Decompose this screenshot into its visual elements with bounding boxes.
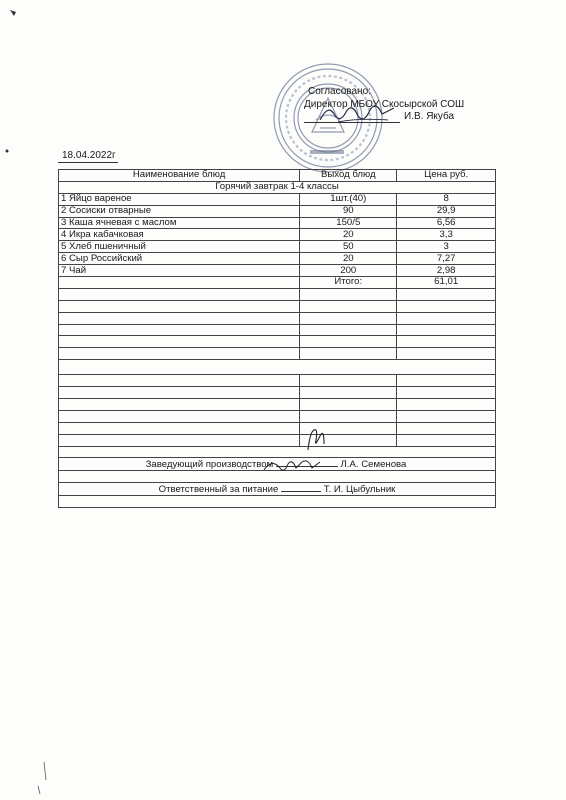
table-row — [59, 217, 496, 229]
dish-price: 6,56 — [397, 217, 496, 229]
table-row — [59, 193, 496, 205]
table-header-row — [59, 170, 496, 182]
header-dish: Наименование блюд — [59, 170, 300, 182]
production-name: Л.А. Семенова — [340, 459, 407, 471]
approval-signer: И.В. Якуба — [404, 111, 455, 122]
dish-name: 7 Чай — [59, 265, 300, 277]
dish-yield: 1шт.(40) — [300, 193, 397, 205]
empty-row — [59, 300, 496, 312]
empty-row — [59, 288, 496, 300]
header-price: Цена руб. — [397, 170, 496, 182]
total-row — [59, 277, 496, 289]
dish-yield: 90 — [300, 205, 397, 217]
nutrition-name: Т. И. Цыбульник — [323, 484, 396, 496]
empty-row — [59, 434, 496, 446]
production-label: Заведующий производством — [145, 459, 274, 471]
header-yield: Выход блюд — [300, 170, 397, 182]
dish-price: 2,98 — [397, 265, 496, 277]
scan-speck — [30, 760, 60, 796]
empty-row — [59, 399, 496, 411]
empty-row — [59, 375, 496, 387]
empty-row — [59, 422, 496, 434]
section-title: Горячий завтрак 1-4 классы — [59, 181, 496, 193]
table-row — [59, 241, 496, 253]
dish-yield: 20 — [300, 229, 397, 241]
table-row — [59, 205, 496, 217]
date-underline — [58, 162, 118, 163]
empty-full-row — [59, 496, 496, 508]
dish-name: 6 Сыр Российский — [59, 253, 300, 265]
approval-position: Директор МБОУ Скосырской СОШ — [304, 98, 465, 110]
empty-full-row — [59, 360, 496, 375]
dish-price: 3,3 — [397, 229, 496, 241]
empty-row — [59, 410, 496, 422]
section-row — [59, 181, 496, 193]
dish-yield: 150/5 — [300, 217, 397, 229]
scan-speck — [8, 8, 20, 20]
table-row — [59, 229, 496, 241]
empty-row — [59, 387, 496, 399]
table-row — [59, 253, 496, 265]
scan-speck — [4, 148, 10, 154]
empty-row — [59, 348, 496, 360]
director-signature — [318, 100, 398, 128]
document-date: 18.04.2022г — [62, 150, 116, 161]
dish-price: 3 — [397, 241, 496, 253]
total-label: Итого: — [300, 277, 397, 289]
empty-row — [59, 336, 496, 348]
dish-yield: 20 — [300, 253, 397, 265]
production-signature — [304, 426, 328, 454]
empty-row — [59, 324, 496, 336]
dish-name: 5 Хлеб пшеничный — [59, 241, 300, 253]
nutrition-signature-row — [59, 483, 496, 496]
empty-cell — [59, 277, 300, 289]
dish-name: 1 Яйцо вареное — [59, 193, 300, 205]
dish-yield: 50 — [300, 241, 397, 253]
dish-price: 29,9 — [397, 205, 496, 217]
empty-row — [59, 312, 496, 324]
dish-price: 7,27 — [397, 253, 496, 265]
approval-heading: Согласовано: — [308, 86, 371, 97]
total-value: 61,01 — [397, 277, 496, 289]
dish-yield: 200 — [300, 265, 397, 277]
dish-name: 2 Сосиски отварные — [59, 205, 300, 217]
dish-price: 8 — [397, 193, 496, 205]
nutrition-signature-line — [281, 483, 321, 492]
dish-name: 3 Каша ячневая с маслом — [59, 217, 300, 229]
dish-name: 4 Икра кабачковая — [59, 229, 300, 241]
nutrition-signature — [262, 456, 322, 476]
table-row — [59, 265, 496, 277]
nutrition-label: Ответственный за питание — [158, 484, 279, 496]
